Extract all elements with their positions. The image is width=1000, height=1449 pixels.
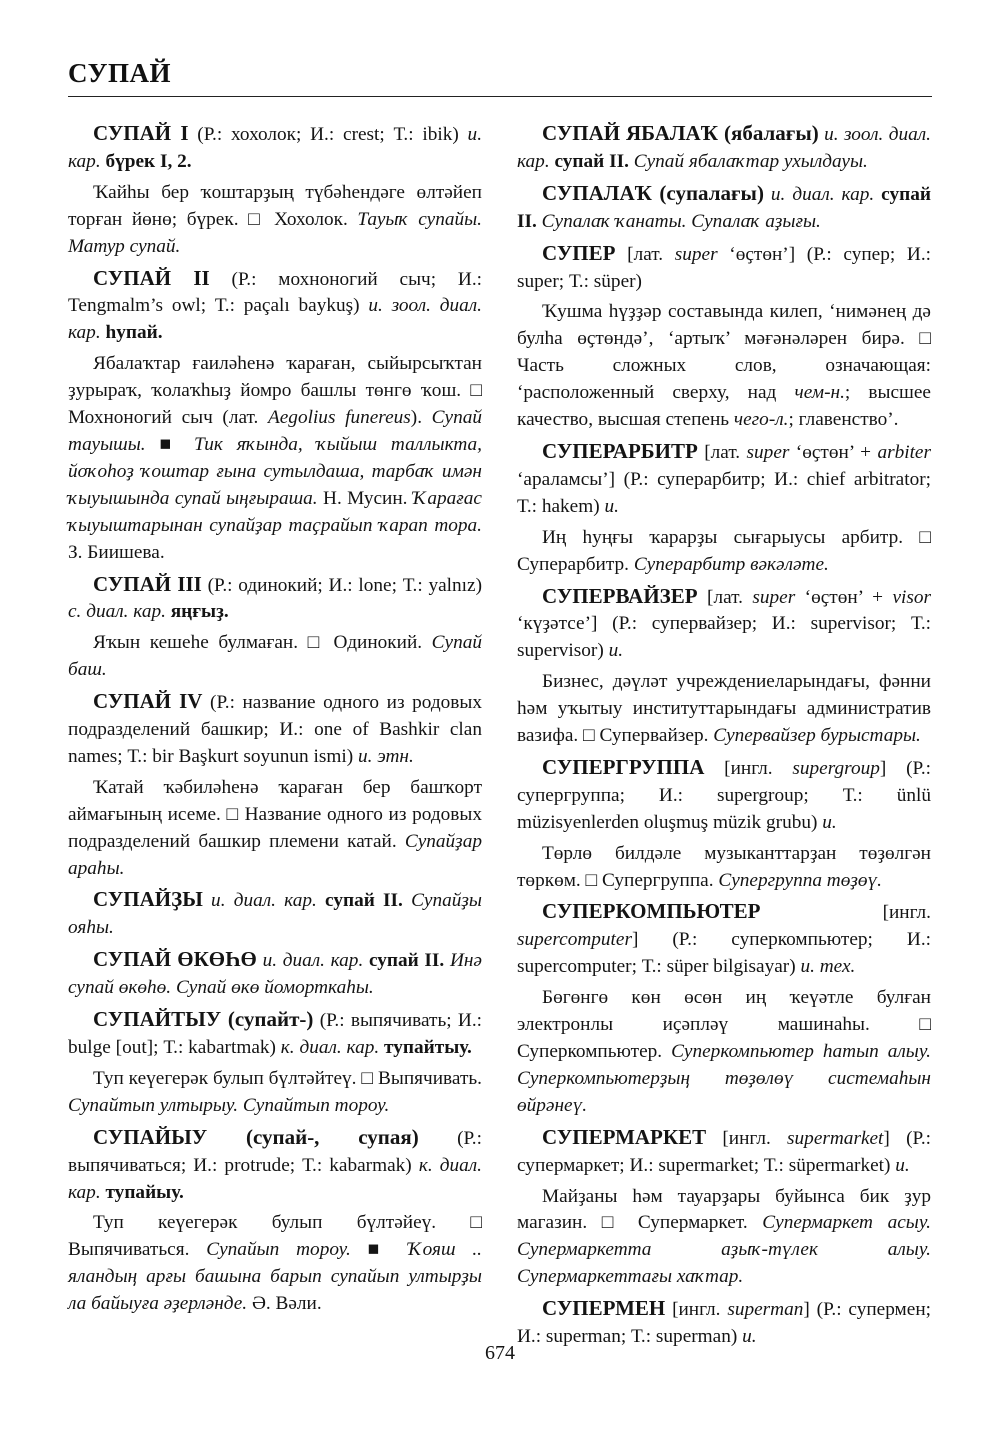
- italic-text: Тик яҡында, ҡыйыш таллыкта, йоҡоһоҙ ҡоштар ғына сутылдаша, тарбаҡ имән ҡыуышында супай ыңғыраша.: [68, 433, 482, 509]
- italic-text: arbiter: [877, 441, 931, 463]
- text-segment: (Р.: выпячивать; И.: bulge [out]; Т.: kabartmak): [68, 1010, 482, 1058]
- text-segment: (Р.: хохолок; И.: crest; Т.: ibik): [188, 124, 468, 145]
- headword: СУПАЙ ӨКӨҺӨ: [93, 947, 257, 972]
- text-segment: Яҡын кешеһе булмаған. □ Одинокий.: [93, 632, 432, 654]
- dictionary-paragraph: [68, 630, 482, 684]
- text-segment: (Р.: название одного из родовых подразделений башкир; И.: one of Bashkir clan names; Т.: bir Başkurt soyunun ismi): [68, 692, 482, 767]
- italic-text: Супайҙар араһы.: [68, 830, 482, 879]
- headword: СУПЕР: [542, 240, 616, 265]
- bold-reference: тупайыу.: [105, 1181, 184, 1203]
- italic-text: и. зоол. диал. кар.: [68, 295, 482, 344]
- dictionary-paragraph: [68, 946, 482, 1002]
- headword: СУПАЙҘЫ: [93, 887, 203, 912]
- headword: СУПЕРВАЙЗЕР: [542, 583, 698, 608]
- headword: СУПАЛАҠ (супалағы): [542, 180, 764, 205]
- dictionary-paragraph: [517, 180, 931, 236]
- italic-text: Супалаҡ ҡанаты. Супалаҡ аҙығы.: [541, 210, 821, 232]
- dictionary-paragraph: [517, 1124, 931, 1180]
- left-column: [68, 120, 482, 1322]
- text-segment: ] (Р.: суперкомпьютер; И.: supercomputer; Т.: süper bilgisayar): [517, 929, 931, 978]
- bold-reference: супай II.: [554, 150, 629, 172]
- italic-text: Тауыҡ супайы. Матур супай.: [68, 208, 482, 257]
- text-segment: ‘өҫтөн’] (Р.: супер; И.: super; Т.: süper): [517, 243, 931, 292]
- text-segment: (Р.: мохноногий сыч; И.: Tengmalm’s owl; Т.: paçalı baykuş): [68, 268, 482, 317]
- dictionary-paragraph: [68, 265, 482, 348]
- italic-text: super: [674, 243, 718, 265]
- dictionary-paragraph: [517, 669, 931, 750]
- text-segment: ; главенство’.: [788, 409, 899, 431]
- text-segment: [лат.: [697, 441, 747, 463]
- text-segment: ] (Р.: супермаркет; И.: supermarket; Т.: süpermarket): [517, 1127, 931, 1176]
- bold-reference: һупай.: [105, 322, 163, 344]
- italic-text: Суперкомпьютер һатып алыу. Суперкомпьютерҙың төҙөлөү системаһын өйрәнеү.: [517, 1041, 932, 1116]
- dictionary-paragraph: [68, 571, 482, 627]
- text-segment: ‘араламсы’] (Р.: суперарбитр; И.: chief arbitrator; Т.: hakem): [517, 468, 931, 517]
- dictionary-paragraph: [517, 525, 931, 579]
- italic-text: supergroup: [792, 757, 880, 779]
- dictionary-paragraph: [68, 688, 482, 771]
- italic-text: super: [752, 586, 796, 608]
- italic-text: superman: [727, 1299, 804, 1321]
- dictionary-paragraph: [517, 240, 931, 296]
- header-rule: [68, 96, 932, 97]
- text-segment: Ҡушма һүҙҙәр составында килеп, ‘нимәнең дә булһа өҫтөндә’, ‘артыҡ’ мәғәнәләрен бирә. □ Часть сложных слов, означающая: ‘расположенный сверху, над: [517, 301, 931, 404]
- italic-text: чем-н.: [794, 382, 845, 404]
- bold-reference: яңғыҙ.: [170, 601, 229, 623]
- headword: СУПАЙ IV: [93, 689, 203, 714]
- italic-text: и.: [604, 495, 619, 517]
- italic-text: и.: [895, 1154, 910, 1176]
- text-segment: Ҡайһы бер ҡоштарҙың түбәһендәге өлтәйеп торған йөнө; бүрек. □ Хохолок.: [68, 181, 482, 230]
- text-segment: ‘күҙәтсе’] (Р.: супервайзер; И.: supervisor; Т.: supervisor): [517, 613, 931, 662]
- dictionary-paragraph: [517, 898, 931, 981]
- text-segment: Ә. Вәли.: [247, 1293, 322, 1315]
- text-segment: (Р.: одинокий; И.: lone; Т.: yalnız): [201, 574, 483, 596]
- italic-text: Суперарбитр вәкәләте.: [633, 553, 829, 575]
- italic-text: и.: [822, 811, 837, 833]
- italic-text: super: [746, 441, 790, 463]
- text-segment: З. Биишева.: [68, 541, 165, 563]
- dictionary-paragraph: [517, 438, 931, 521]
- italic-text: к. диал. кар.: [68, 1154, 482, 1203]
- text-segment: ] (Р.: супергруппа; И.: supergroup; Т.: ünlü müzisyenlerden oluşmuş müzik grubu): [517, 757, 931, 833]
- headword: СУПЕРМАРКЕТ: [542, 1124, 707, 1149]
- text-segment: [ингл.: [665, 1299, 728, 1321]
- text-segment: Бөгөнгө көн өсөн иң ҡеүәтле булған электронлы иҫәпләү машинаһы. □ Суперкомпьютер.: [517, 987, 931, 1062]
- bold-reference: тупайтыу.: [384, 1037, 472, 1058]
- italic-text: Супермаркет асыу. Супермаркетта аҙыҡ-түлек алыу. Супермаркеттағы хаҡтар.: [517, 1212, 932, 1288]
- italic-text: и. диал. кар.: [262, 950, 364, 972]
- text-segment: ‘өҫтөн’ +: [789, 441, 878, 463]
- headword: СУПАЙТЫУ (супайт-): [93, 1007, 314, 1032]
- text-segment: [203, 890, 211, 911]
- italic-text: Супайҙы ояһы.: [68, 890, 482, 939]
- headword: СУПАЙЫУ (супай-, супая): [93, 1124, 419, 1149]
- text-segment: [403, 890, 411, 911]
- dictionary-paragraph: [517, 120, 931, 176]
- headword: СУПАЙ II: [93, 265, 210, 290]
- headword: СУПЕРАРБИТР: [542, 438, 698, 463]
- text-segment: [ингл.: [706, 1127, 788, 1149]
- text-segment: ).: [410, 407, 432, 429]
- italic-text: Супай тауышы.: [68, 407, 483, 455]
- text-segment: ; высшее качество, высшая степень: [517, 382, 931, 431]
- text-segment: Төрлө билдәле музыканттарҙан төҙөлгән төркөм. □ Супергруппа.: [517, 842, 931, 891]
- text-segment: Иң һуңғы ҡарарҙы сығарыусы арбитр. □ Суперарбитр.: [517, 526, 931, 575]
- italic-text: и. диал. кар.: [770, 183, 875, 205]
- italic-text: supermarket: [787, 1127, 884, 1149]
- text-segment: ] (Р.: супермен; И.: superman; Т.: superman): [517, 1299, 931, 1348]
- text-segment: Майҙаны һәм тауарҙары буйынса бик ҙур магазин. □ Супермаркет.: [517, 1185, 931, 1234]
- text-segment: Туп кеүегерәк булып бүлтәйеү. □ Выпячиваться.: [68, 1212, 482, 1261]
- text-segment: ■: [145, 433, 194, 455]
- text-segment: [лат.: [697, 586, 753, 608]
- italic-text: Супайтып ултырыу. Супайтып тороу.: [68, 1094, 390, 1116]
- bold-reference: супай II.: [517, 183, 931, 232]
- bold-reference: супай II.: [325, 890, 403, 912]
- italic-text: и.: [608, 640, 624, 662]
- italic-text: к. диал. кар.: [280, 1037, 380, 1058]
- headword: СУПЕРГРУППА: [542, 754, 705, 779]
- dictionary-paragraph: [517, 841, 931, 895]
- dictionary-paragraph: [68, 886, 482, 942]
- italic-text: Супай ябалаҡтар ухылдауы.: [633, 150, 868, 172]
- bold-reference: бүрек I, 2.: [105, 150, 192, 172]
- text-segment: Ҡатай ҡәбиләһенә ҡараған бер башҡорт аймағының исеме. □ Название одного из родовых подразделений башкир племени катай.: [68, 776, 482, 852]
- italic-text: Супервайзер бурыстары.: [713, 725, 921, 747]
- italic-text: и.: [742, 1326, 757, 1348]
- dictionary-paragraph: [68, 120, 482, 176]
- dictionary-paragraph: [68, 351, 482, 566]
- text-segment: [764, 184, 771, 205]
- italic-text: Инә супай өкөһө. Супай өкө йоморткаһы.: [68, 950, 482, 999]
- headword: СУПАЙ III: [93, 571, 202, 596]
- dictionary-paragraph: [68, 180, 482, 261]
- dictionary-paragraph: [517, 299, 931, 434]
- italic-text: и. этн.: [357, 745, 414, 767]
- text-segment: [лат.: [615, 243, 675, 265]
- italic-text: visor: [892, 586, 931, 608]
- italic-text: и. зоол. диал. кар.: [517, 124, 931, 172]
- running-head: СУПАЙ: [68, 58, 171, 88]
- headword: СУПАЙ ЯБАЛАҠ (ябалағы): [542, 121, 819, 145]
- italic-text: Ҡарағас ҡыуыштарынан супайҙар таҫрайып ҡарап тора.: [68, 487, 482, 536]
- dictionary-paragraph: [68, 1066, 482, 1120]
- italic-text: и. диал. кар.: [211, 890, 317, 912]
- dictionary-paragraph: [68, 775, 482, 883]
- text-segment: (Р.: выпячиваться; И.: protrude; Т.: kabarmak): [68, 1127, 482, 1176]
- right-column: [517, 120, 931, 1355]
- text-segment: [317, 890, 325, 911]
- text-segment: ■: [350, 1239, 409, 1261]
- text-segment: Туп кеүегерәк булып бүлтәйтеү. □ Выпячивать.: [93, 1067, 482, 1089]
- text-segment: [ингл.: [704, 757, 793, 779]
- text-segment: Ябалаҡтар ғаиләһенә ҡараған, сыйырсыҡтан ҙурыраҡ, ҡолаҡһыҙ йомро башлы төнгө ҡош. □ Мохноногий сыч (лат.: [68, 353, 482, 429]
- dictionary-paragraph: [517, 583, 931, 666]
- italic-text: с. диал. кар.: [68, 601, 166, 623]
- bold-reference: супай II.: [368, 950, 445, 972]
- text-segment: [ингл.: [760, 902, 931, 924]
- dictionary-paragraph: [68, 1006, 482, 1062]
- dictionary-paragraph: [517, 754, 931, 837]
- text-segment: Бизнес, дәүләт учреждениеларындағы, фәнни һәм уҡытыу институттарындағы административ вазифа. □ Супервайзер.: [517, 671, 931, 747]
- dictionary-paragraph: [68, 1124, 482, 1207]
- italic-text: Супайып тороу.: [206, 1239, 351, 1261]
- dictionary-paragraph: [517, 985, 931, 1120]
- italic-text: Супергруппа төҙөү.: [718, 869, 882, 891]
- italic-text: Ҡояш .. яландың арғы башына барып супайып ултырҙы ла байыуға әҙерләнде.: [68, 1239, 482, 1315]
- italic-text: и. кар.: [68, 124, 483, 172]
- italic-text: supercomputer: [517, 929, 632, 951]
- text-segment: ‘өҫтөн’ +: [795, 586, 893, 608]
- headword: СУПЕРМЕН: [542, 1296, 666, 1321]
- dictionary-paragraph: [517, 1184, 931, 1292]
- italic-text: Супай баш.: [68, 632, 482, 681]
- italic-text: чего-л.: [733, 409, 789, 431]
- page-number: 674: [485, 1342, 515, 1364]
- text-segment: Н. Мусин.: [317, 487, 413, 509]
- headword: СУПАЙ I: [93, 121, 189, 145]
- headword: СУПЕРКОМПЬЮТЕР: [542, 899, 761, 924]
- italic-text: Aegolius funereus: [267, 407, 411, 429]
- italic-text: и. тех.: [800, 956, 856, 978]
- dictionary-paragraph: [68, 1210, 482, 1318]
